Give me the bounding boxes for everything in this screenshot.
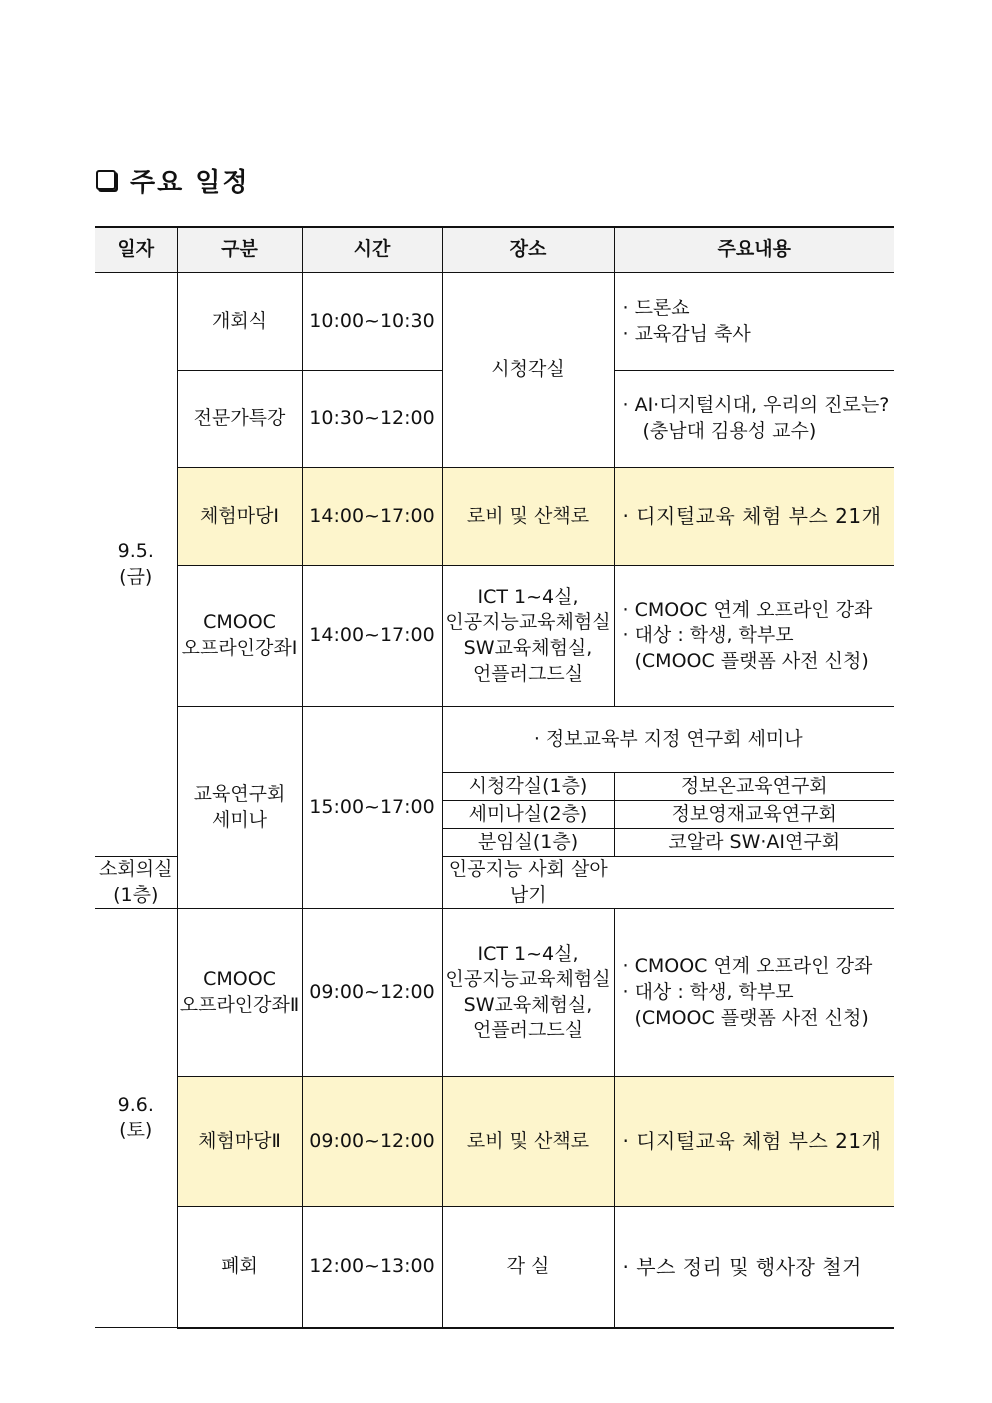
header-date: 일자	[95, 227, 177, 273]
category-lecture: 전문가특강	[177, 371, 302, 468]
place-exp1: 로비 및 산책로	[442, 468, 614, 566]
time-exp2: 09:00~12:00	[302, 1077, 442, 1207]
seminar-group: 정보온교육연구회	[614, 773, 894, 801]
list-item: · 교육감님 축사	[622, 322, 751, 345]
list-item: ICT 1~4실,	[477, 585, 579, 608]
place-closing: 각 실	[442, 1207, 614, 1328]
list-item: 언플러그드실	[472, 1019, 584, 1042]
category-opening: 개회식	[177, 273, 302, 371]
time-exp1: 14:00~17:00	[302, 468, 442, 566]
table-row	[95, 707, 894, 773]
list-item: SW교육체험실,	[463, 993, 593, 1016]
time-cmooc2: 09:00~12:00	[302, 909, 442, 1077]
list-item: 인공지능교육체험실	[445, 968, 611, 991]
category-line: 교육연구회	[193, 783, 286, 805]
date-cell-day1	[95, 273, 177, 857]
category-cmooc2	[177, 909, 302, 1077]
category-seminar	[177, 707, 302, 909]
category-exp2: 체험마당Ⅱ	[177, 1077, 302, 1207]
place-cmooc1	[442, 566, 614, 707]
list-item: (충남대 김용성 교수)	[642, 420, 817, 442]
category-cmooc1	[177, 566, 302, 707]
table-row	[95, 1207, 894, 1328]
time-cmooc1: 14:00~17:00	[302, 566, 442, 707]
list-item: · 대상 : 학생, 학부모	[622, 624, 794, 647]
date-day2: 9.6.	[117, 1093, 154, 1116]
content-exp1: · 디지털교육 체험 부스 21개	[614, 468, 894, 566]
header-category: 구분	[177, 227, 302, 273]
content-seminar-summary: · 정보교육부 지정 연구회 세미나	[442, 707, 894, 773]
seminar-room: 소회의실(1층)	[95, 857, 177, 909]
category-line: 세미나	[211, 808, 268, 831]
content-cmooc2	[614, 909, 894, 1077]
time-closing: 12:00~13:00	[302, 1207, 442, 1328]
list-item: SW교육체험실,	[463, 637, 593, 659]
seminar-room: 분임실(1층)	[442, 829, 614, 857]
date-cell-day2	[95, 909, 177, 1328]
time-opening: 10:00~10:30	[302, 273, 442, 371]
seminar-group: 코알라 SW·AI연구회	[614, 829, 894, 857]
seminar-room: 세미나실(2층)	[442, 801, 614, 829]
list-item: · CMOOC 연계 오프라인 강좌	[622, 955, 873, 978]
content-opening	[614, 273, 894, 371]
list-item: · CMOOC 연계 오프라인 강좌	[622, 598, 873, 621]
table-row	[95, 468, 894, 566]
place-cmooc2	[442, 909, 614, 1077]
category-line: 오프라인강좌Ⅱ	[179, 993, 300, 1016]
list-item: (CMOOC 플랫폼 사전 신청)	[634, 649, 869, 672]
list-item: · 드론쇼	[622, 296, 690, 319]
category-line: CMOOC	[203, 611, 276, 634]
checkbox-square-icon	[96, 170, 116, 190]
weekday-day2: (토)	[119, 1119, 153, 1142]
section-heading	[96, 162, 250, 198]
list-item: (CMOOC 플랫폼 사전 신청)	[634, 1006, 869, 1029]
list-item: ICT 1~4실,	[477, 942, 579, 965]
time-lecture: 10:30~12:00	[302, 371, 442, 468]
weekday-day1: (금)	[119, 565, 153, 588]
category-line: 오프라인강좌Ⅰ	[181, 637, 298, 659]
category-line: CMOOC	[203, 968, 276, 991]
section-title: 주요 일정	[130, 167, 250, 198]
schedule-table	[95, 226, 894, 1329]
content-exp2: · 디지털교육 체험 부스 21개	[614, 1077, 894, 1207]
place-exp2: 로비 및 산책로	[442, 1077, 614, 1207]
seminar-group: 정보영재교육연구회	[614, 801, 894, 829]
table-row	[95, 273, 894, 371]
seminar-room: 시청각실(1층)	[442, 773, 614, 801]
place-av-room: 시청각실	[442, 273, 614, 468]
table-row	[95, 909, 894, 1077]
header-place: 장소	[442, 227, 614, 273]
category-exp1: 체험마당Ⅰ	[177, 468, 302, 566]
table-row	[95, 1077, 894, 1207]
header-time: 시간	[302, 227, 442, 273]
table-row	[95, 566, 894, 707]
list-item: 인공지능교육체험실	[445, 611, 611, 634]
list-item: 언플러그드실	[472, 662, 584, 685]
content-closing: · 부스 정리 및 행사장 철거	[614, 1207, 894, 1328]
table-header-row	[95, 227, 894, 273]
category-closing: 폐회	[177, 1207, 302, 1328]
content-lecture	[614, 371, 894, 468]
list-item: · 대상 : 학생, 학부모	[622, 980, 794, 1003]
date-day1: 9.5.	[117, 539, 154, 562]
seminar-group: 인공지능 사회 살아남기	[442, 857, 614, 909]
content-cmooc1	[614, 566, 894, 707]
list-item: · AI·디지털시대, 우리의 진로는?	[622, 394, 890, 417]
time-seminar: 15:00~17:00	[302, 707, 442, 909]
header-content: 주요내용	[614, 227, 894, 273]
